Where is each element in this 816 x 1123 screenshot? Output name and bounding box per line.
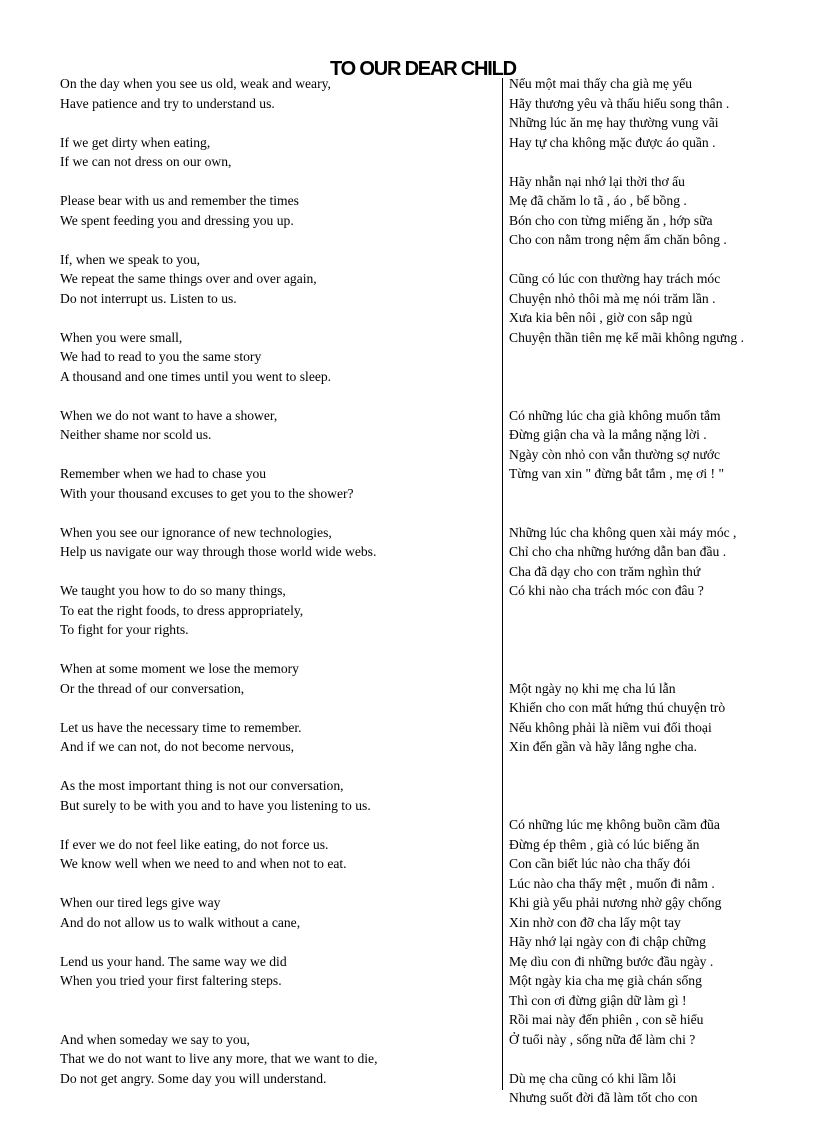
english-poem-line: And do not allow us to walk without a cane, (60, 914, 301, 930)
vietnamese-poem-line: Ở tuổi này , sống nữa để làm chi ? (509, 1031, 696, 1047)
vietnamese-poem-line: Chuyện thần tiên mẹ kể mãi không ngưng . (509, 329, 745, 345)
vietnamese-poem-line: Cũng có lúc con thường hay trách móc (509, 271, 721, 286)
english-poem-line: As the most important thing is not our conversation, (60, 778, 344, 793)
english-poem-line: Let us have the necessary time to remember. (60, 719, 302, 735)
vietnamese-poem-line: Lúc nào cha thấy mệt , muốn đi nằm . (509, 875, 715, 891)
vietnamese-poem-line: Những lúc cha không quen xài máy móc , (509, 524, 737, 540)
vietnamese-poem-line: Chỉ cho cha những hướng dẫn ban đầu . (509, 544, 727, 559)
vietnamese-poem-line: Khiến cho con mất hứng thú chuyện trò (509, 700, 726, 715)
english-poem-line: To eat the right foods, to dress appropriately, (60, 602, 304, 618)
english-poem-line: On the day when you see us old, weak and weary, (60, 76, 331, 91)
english-poem-line: When you tried your first faltering steps. (60, 973, 282, 988)
poem-title: TO OUR DEAR CHILD (330, 58, 516, 80)
english-poem-line: Lend us your hand. The same way we did (60, 953, 287, 969)
english-poem-line: Remember when we had to chase you (60, 466, 267, 481)
english-poem-line: Help us navigate our way through those world wide webs. (60, 544, 377, 559)
vietnamese-poem-line: Hãy nhớ lại ngày con đi chập chững (509, 934, 706, 949)
vietnamese-poem-line: Đừng ép thêm , già có lúc biếng ăn (509, 836, 700, 852)
english-poem-line: Have patience and try to understand us. (60, 95, 275, 111)
english-poem-line: That we do not want to live any more, that we want to die, (60, 1051, 378, 1066)
vietnamese-poem-line: Khi già yếu phải nương nhờ gậy chống (509, 895, 722, 910)
english-poem-line: When at some moment we lose the memory (60, 661, 299, 676)
vietnamese-poem-line: Chuyện nhỏ thôi mà mẹ nói trăm lần . (509, 290, 716, 306)
column-divider (502, 78, 503, 1090)
vietnamese-poem-line: Xin nhờ con đỡ cha lấy một tay (509, 914, 681, 930)
vietnamese-poem-line: Có khi nào cha trách móc con đâu ? (509, 583, 704, 598)
english-poem-line: If we get dirty when eating, (60, 134, 211, 150)
english-poem-line: If we can not dress on our own, (60, 154, 232, 169)
vietnamese-poem-line: Một ngày kia cha mẹ già chán sống (509, 973, 702, 988)
vietnamese-poem-line: Xưa kia bên nôi , giờ con sắp ngủ (509, 310, 693, 325)
english-poem-line: When you were small, (60, 329, 183, 345)
vietnamese-poem-line: Nếu một mai thấy cha già mẹ yếu (509, 76, 693, 91)
vietnamese-poem-line: Hãy nhẫn nại nhớ lại thời thơ ấu (509, 173, 685, 189)
english-poem-line: We had to read to you the same story (60, 349, 262, 364)
english-poem-line: If, when we speak to you, (60, 251, 201, 267)
vietnamese-poem-line: Dù mẹ cha cũng có khi lầm lỗi (509, 1070, 677, 1086)
vietnamese-poem-line: Những lúc ăn mẹ hay thường vung vãi (509, 115, 719, 130)
vietnamese-poem-line: Nhưng suốt đời đã làm tốt cho con (509, 1090, 698, 1105)
english-poem-line: We know well when we need to and when not to eat. (60, 856, 347, 871)
english-poem-line: When you see our ignorance of new technologies, (60, 524, 332, 540)
english-poem-line: If ever we do not feel like eating, do not force us. (60, 836, 329, 852)
vietnamese-poem-line: Xin đến gần và hãy lắng nghe cha. (509, 739, 697, 754)
english-poem-line: When our tired legs give way (60, 895, 221, 910)
english-poem-line: And if we can not, do not become nervous, (60, 739, 295, 754)
english-poem-line: Neither shame nor scold us. (60, 427, 212, 442)
vietnamese-poem-line: Đừng giận cha và la mắng nặng lời . (509, 427, 707, 442)
vietnamese-poem-line: Hãy thương yêu và thấu hiểu song thân . (509, 95, 730, 111)
vietnamese-poem-line: Một ngày nọ khi mẹ cha lú lẫn (509, 680, 676, 696)
vietnamese-poem-line: Có những lúc cha già không muốn tắm (509, 407, 721, 423)
english-poem-line: Do not get angry. Some day you will understand. (60, 1070, 327, 1086)
vietnamese-poem-line: Cho con nằm trong nệm ấm chăn bông . (509, 232, 727, 247)
english-poem-line: To fight for your rights. (60, 622, 189, 637)
vietnamese-poem-line: Bón cho con từng miếng ăn , hớp sữa (509, 212, 713, 228)
vietnamese-poem-line: Thì con ơi đừng giận dữ làm gì ! (509, 992, 687, 1008)
vietnamese-poem-line: Mẹ dìu con đi những bước đầu ngày . (509, 953, 714, 969)
vietnamese-poem-line: Mẹ đã chăm lo tã , áo , bế bồng . (509, 193, 687, 208)
vietnamese-poem-line: Từng van xin " đừng bắt tắm , mẹ ơi ! " (509, 466, 724, 481)
vietnamese-poem-line: Có những lúc mẹ không buồn cầm đũa (509, 817, 720, 832)
english-poem-line: And when someday we say to you, (60, 1031, 250, 1047)
english-poem-line: With your thousand excuses to get you to the shower? (60, 485, 354, 501)
english-poem-line: A thousand and one times until you went to sleep. (60, 368, 332, 384)
english-poem-line: When we do not want to have a shower, (60, 407, 278, 423)
english-poem-line: We repeat the same things over and over again, (60, 271, 317, 286)
vietnamese-poem-line: Hay tự cha không mặc được áo quần . (509, 134, 716, 150)
english-poem-line: Do not interrupt us. Listen to us. (60, 290, 237, 306)
vietnamese-poem-line: Rồi mai này đến phiên , con sẽ hiểu (509, 1012, 704, 1027)
vietnamese-poem-line: Nếu không phải là niềm vui đối thoại (509, 719, 712, 735)
english-poem-line: We spent feeding you and dressing you up. (60, 212, 294, 228)
vietnamese-poem-line: Con cần biết lúc nào cha thấy đói (509, 856, 691, 871)
english-poem-line: Please bear with us and remember the times (60, 193, 299, 208)
english-poem-line: Or the thread of our conversation, (60, 680, 245, 696)
vietnamese-poem-line: Ngày còn nhỏ con vẫn thường sợ nước (509, 446, 721, 462)
vietnamese-poem-line: Cha đã dạy cho con trăm nghìn thứ (509, 563, 701, 579)
english-poem-line: But surely to be with you and to have you listening to us. (60, 797, 371, 813)
english-poem-line: We taught you how to do so many things, (60, 583, 286, 598)
